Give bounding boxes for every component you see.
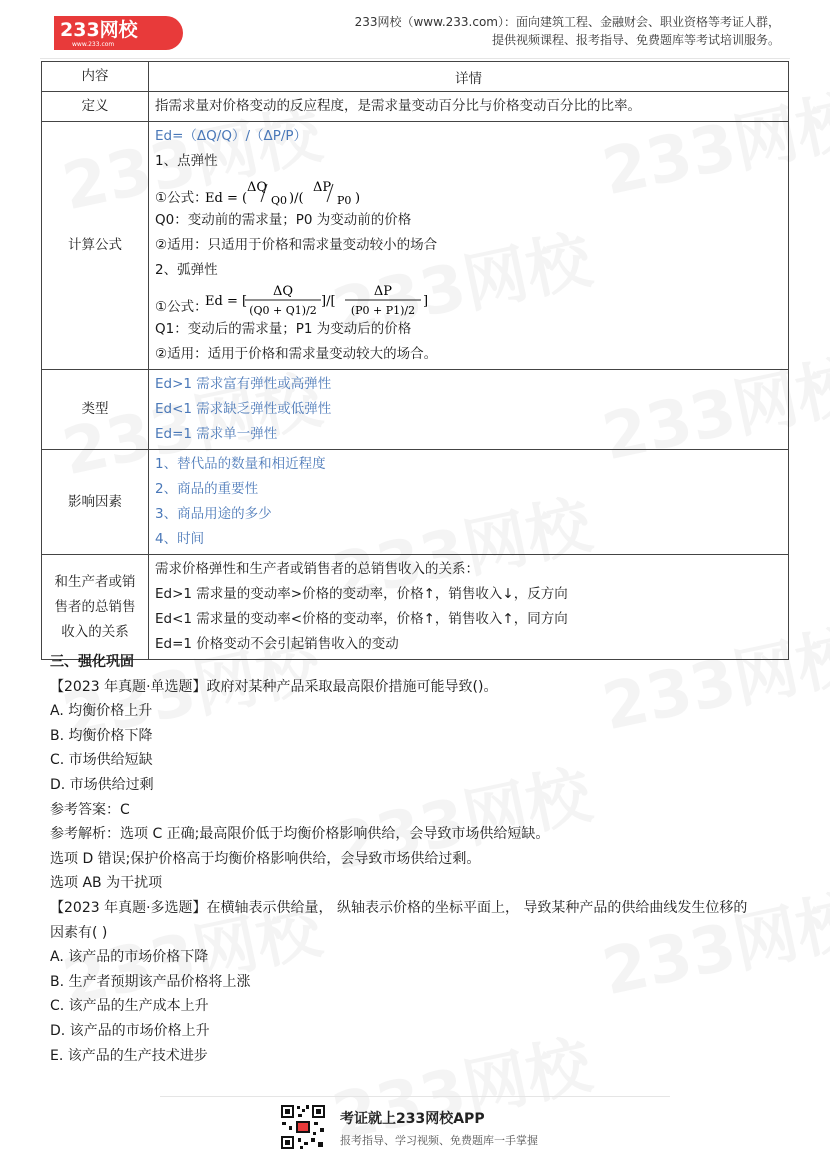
formula-main: Ed=（ΔQ/Q）/（ΔP/P） <box>155 128 308 144</box>
list-item: Ed<1 需求缺乏弹性或低弹性 <box>155 401 332 417</box>
question-2-stem: 【2023 年真题·多选题】在横轴表示供给量， 纵轴表示价格的坐标平面上， 导致某种产品的供给曲线发生位移的 <box>50 899 748 916</box>
question-1-analysis: 选项 AB 为干扰项 <box>50 875 163 892</box>
point-formula-num1: ΔQ <box>247 180 268 195</box>
logo-subtext: www.233.com <box>72 41 115 48</box>
point-formula-den1: Q0 <box>271 194 288 207</box>
table-row-calculation <box>42 122 789 370</box>
table-header-row <box>42 62 789 92</box>
arc-formula-ed: Ed = [ <box>205 294 248 309</box>
revenue-label-line: 收入的关系 <box>61 623 129 640</box>
question-1-option: A. 均衡价格上升 <box>50 703 153 720</box>
table-row-types <box>42 370 789 450</box>
footer-subtitle: 报考指导、学习视频、免费题库一手掌握 <box>340 1134 538 1147</box>
definition-label: 定义 <box>42 92 149 122</box>
arc-applicability: ②适用：适用于价格和需求量变动较大的场合。 <box>155 346 438 362</box>
footer-title: 考证就上233网校APP <box>340 1111 485 1127</box>
list-item: Ed>1 需求量的变动率>价格的变动率，价格↑，销售收入↓，反方向 <box>155 586 568 602</box>
point-formula-label: ①公式： <box>155 190 208 206</box>
list-item: Ed=1 价格变动不会引起销售收入的变动 <box>155 636 399 652</box>
point-formula-den2: P0 <box>337 194 352 207</box>
brand-logo[interactable] <box>52 14 184 52</box>
question-2-stem-continued: 因素有( ) <box>50 924 108 941</box>
footer-divider <box>160 1096 670 1097</box>
revenue-details <box>149 555 789 660</box>
calculation-label: 计算公式 <box>42 122 149 370</box>
point-formula-end: ) <box>355 191 361 206</box>
list-item: 4、时间 <box>155 531 205 547</box>
arc-elasticity-title: 2、弧弹性 <box>155 262 218 278</box>
point-applicability: ②适用：只适用于价格和需求量变动较小的场合 <box>155 237 438 253</box>
point-formula-ed: Ed = ( <box>205 191 248 206</box>
table-row-definition <box>42 92 789 122</box>
header-divider <box>40 58 790 59</box>
question-2-option: B. 生产者预期该产品价格将上涨 <box>50 973 251 990</box>
arc-formula-line <box>155 283 782 317</box>
revenue-label-line: 和生产者或销 <box>54 573 136 590</box>
exercise-section <box>50 650 790 1068</box>
list-item: Ed>1 需求富有弹性或高弹性 <box>155 376 332 392</box>
question-1-option: B. 均衡价格下降 <box>50 727 153 744</box>
list-item: Ed=1 需求单一弹性 <box>155 426 278 442</box>
types-label: 类型 <box>42 370 149 450</box>
point-formula-num2: ΔP <box>313 180 332 195</box>
question-2-option: E. 该产品的生产技术进步 <box>50 1047 208 1064</box>
point-formula-mid: )/( <box>289 191 304 206</box>
qr-code-icon[interactable] <box>280 1104 326 1150</box>
arc-variables: Q1：变动后的需求量；P1 为变动后的价格 <box>155 321 412 337</box>
list-item: 需求价格弹性和生产者或销售者的总销售收入的关系： <box>155 561 479 577</box>
header-description <box>355 13 780 49</box>
question-2-option: C. 该产品的生产成本上升 <box>50 998 209 1015</box>
question-1-stem: 【2023 年真题·单选题】政府对某种产品采取最高限价措施可能导致()。 <box>50 678 498 695</box>
arc-formula-den1: (Q0 + Q1)/2 <box>249 304 317 317</box>
point-elasticity-title: 1、点弹性 <box>155 153 218 169</box>
list-item: 1、替代品的数量和相近程度 <box>155 456 326 472</box>
list-item: Ed<1 需求量的变动率<价格的变动率，价格↑，销售收入↑，同方向 <box>155 611 568 627</box>
page-footer <box>0 1096 830 1175</box>
calculation-details <box>149 122 789 370</box>
arc-formula-num2: ΔP <box>373 284 393 299</box>
header-line-2: 提供视频课程、报考指导、免费题库等考试培训服务。 <box>491 33 780 47</box>
factors-details <box>149 450 789 555</box>
revenue-label-line: 售者的总销售 <box>54 598 136 615</box>
arc-formula-num1: ΔQ <box>272 284 294 299</box>
revenue-label <box>42 555 149 660</box>
arc-formula-label: ①公式： <box>155 299 208 315</box>
question-2-option: D. 该产品的市场价格上升 <box>50 1022 210 1039</box>
types-details <box>149 370 789 450</box>
header-content: 内容 <box>42 62 149 92</box>
table-row-factors <box>42 450 789 555</box>
header-details: 详情 <box>149 62 789 92</box>
question-2-option: A. 该产品的市场价格下降 <box>50 949 209 966</box>
factors-label: 影响因素 <box>42 450 149 555</box>
page-header <box>0 0 830 58</box>
arc-formula-end: ] <box>423 294 429 309</box>
point-formula-line <box>155 174 782 208</box>
question-1-analysis: 选项 D 错误;保护价格高于均衡价格影响供给，会导致市场供给过剩。 <box>50 850 481 867</box>
question-1-option: C. 市场供给短缺 <box>50 752 153 769</box>
list-item: 3、商品用途的多少 <box>155 506 272 522</box>
question-1-answer: 参考答案：C <box>50 801 130 818</box>
elasticity-table <box>41 61 789 660</box>
logo-text: 233网校 <box>60 19 138 41</box>
point-variables: Q0：变动前的需求量；P0 为变动前的价格 <box>155 212 412 228</box>
question-1-option: D. 市场供给过剩 <box>50 776 154 793</box>
point-formula <box>205 174 375 208</box>
arc-formula-den2: (P0 + P1)/2 <box>350 304 416 317</box>
arc-formula-mid: ]/[ <box>321 294 336 309</box>
header-line-1: 233网校（www.233.com）：面向建筑工程、金融财会、职业资格等考证人群， <box>354 15 780 29</box>
question-1-analysis: 参考解析：选项 C 正确;最高限价低于均衡价格影响供给，会导致市场供给短缺。 <box>50 826 550 843</box>
list-item: 2、商品的重要性 <box>155 481 259 497</box>
arc-formula <box>205 283 445 317</box>
section-title: 三、强化巩固 <box>50 654 134 670</box>
table-row-revenue <box>42 555 789 660</box>
definition-text: 指需求量对价格变动的反应程度，是需求量变动百分比与价格变动百分比的比率。 <box>149 92 789 122</box>
